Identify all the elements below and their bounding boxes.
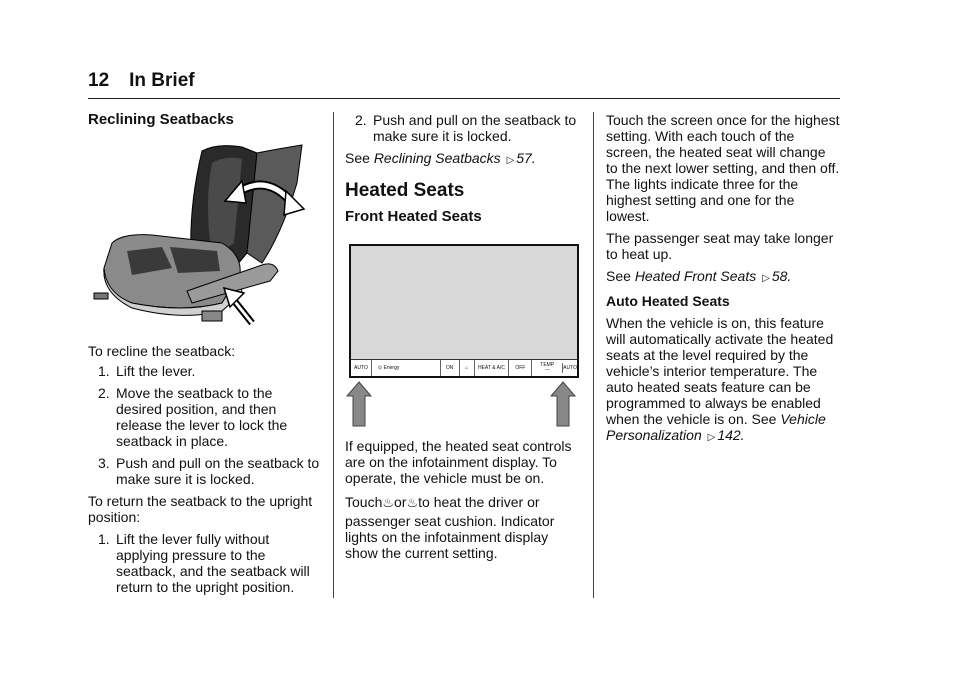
energy-button[interactable]: ⊙ Energy: [372, 360, 441, 376]
section-heading-heated-seats: Heated Seats: [345, 180, 465, 201]
passenger-seat-heat-icon: ♨: [406, 495, 419, 510]
auto-heated-seats-heading: Auto Heated Seats: [606, 293, 730, 309]
reference-link[interactable]: Vehicle Personalization: [606, 411, 826, 443]
column-1: [88, 112, 320, 595]
pointer-arrows: [345, 380, 585, 428]
section-heading: Reclining Seatbacks: [88, 111, 234, 128]
list-item: 1. Lift the lever.: [98, 363, 196, 379]
recline-steps-cont: [345, 112, 580, 144]
return-intro: To return the seatback to the upright position:: [88, 493, 313, 525]
passenger-note: The passenger seat may take longer to heat up.: [606, 230, 834, 262]
heat-levels-paragraph: Touch the screen once for the highest setting. With each touch of the screen, the heated seat will change to the next lower setting, and then off. The lights indicate three for the highest setting and one for the lowest.: [606, 112, 840, 224]
return-steps: [88, 531, 320, 595]
header-rule: [88, 98, 840, 99]
list-item: 2. Push and pull on the seatback to make sure it is locked.: [355, 112, 577, 144]
heat-ac-button[interactable]: HEAT & A/C: [475, 360, 510, 376]
column-2: [345, 112, 580, 561]
list-item: 1. Lift the lever fully without applying pressure to the seatback, and the seatback will return to the upright position.: [98, 531, 310, 595]
touch-instruction: Touch♨or♨to heat the driver or: [345, 494, 540, 510]
heated-seat-intro: If equipped, the heated seat controls are on the infotainment display. To operate, the vehicle must be on.: [345, 438, 572, 486]
reference-link[interactable]: Reclining Seatbacks: [373, 150, 501, 166]
recline-intro: To recline the seatback:: [88, 343, 236, 359]
subsection-heading: Front Heated Seats: [345, 208, 482, 225]
reference-link[interactable]: Heated Front Seats: [634, 268, 757, 284]
driver-seat-heat-icon: ♨: [382, 495, 395, 510]
page-ref-icon: ▷: [506, 155, 515, 166]
see-reference: See Heated Front Seats ▷ 58.: [606, 268, 792, 284]
column-3: [606, 112, 840, 446]
climate-bar: [351, 359, 577, 376]
list-item: 2. Move the seatback to the desired position, and then release the lever to lock the seatback in place.: [98, 385, 288, 449]
driver-heated-seat-button[interactable]: AUTO: [351, 360, 372, 376]
leaf-icon: ⊙: [377, 365, 383, 371]
temp-button[interactable]: TEMP ---: [532, 363, 563, 373]
climate-off-button[interactable]: OFF: [509, 360, 532, 376]
infotainment-screen: [349, 244, 579, 378]
column-divider-2: [593, 112, 594, 598]
passenger-heated-seat-button[interactable]: AUTO: [563, 365, 577, 371]
page-ref-icon: ▷: [707, 432, 716, 443]
recline-steps: [88, 363, 320, 487]
see-reference: See Reclining Seatbacks ▷ 57.: [345, 150, 536, 166]
page-ref-icon: ▷: [762, 273, 770, 284]
fan-icon[interactable]: ⌂: [460, 360, 475, 376]
climate-on-button[interactable]: ON: [441, 360, 460, 376]
page-header: [88, 70, 195, 92]
auto-heated-paragraph: When the vehicle is on, this feature will automatically activate the heated seats at the level required by the vehicle’s interior temperature. The auto heated seats feature can be programmed to always be enabled when the vehicle is on. See Vehicle Personalization ▷ 142.: [606, 315, 834, 443]
touch-instruction-cont: passenger seat cushion. Indicator lights on the infotainment display show the current setting.: [345, 513, 555, 561]
list-item: 3. Push and pull on the seatback to make sure it is locked.: [98, 455, 320, 487]
page-title: In Brief: [129, 70, 195, 91]
column-divider-1: [333, 112, 334, 598]
seat-illustration: [92, 143, 308, 329]
page-number: 12: [88, 70, 110, 91]
